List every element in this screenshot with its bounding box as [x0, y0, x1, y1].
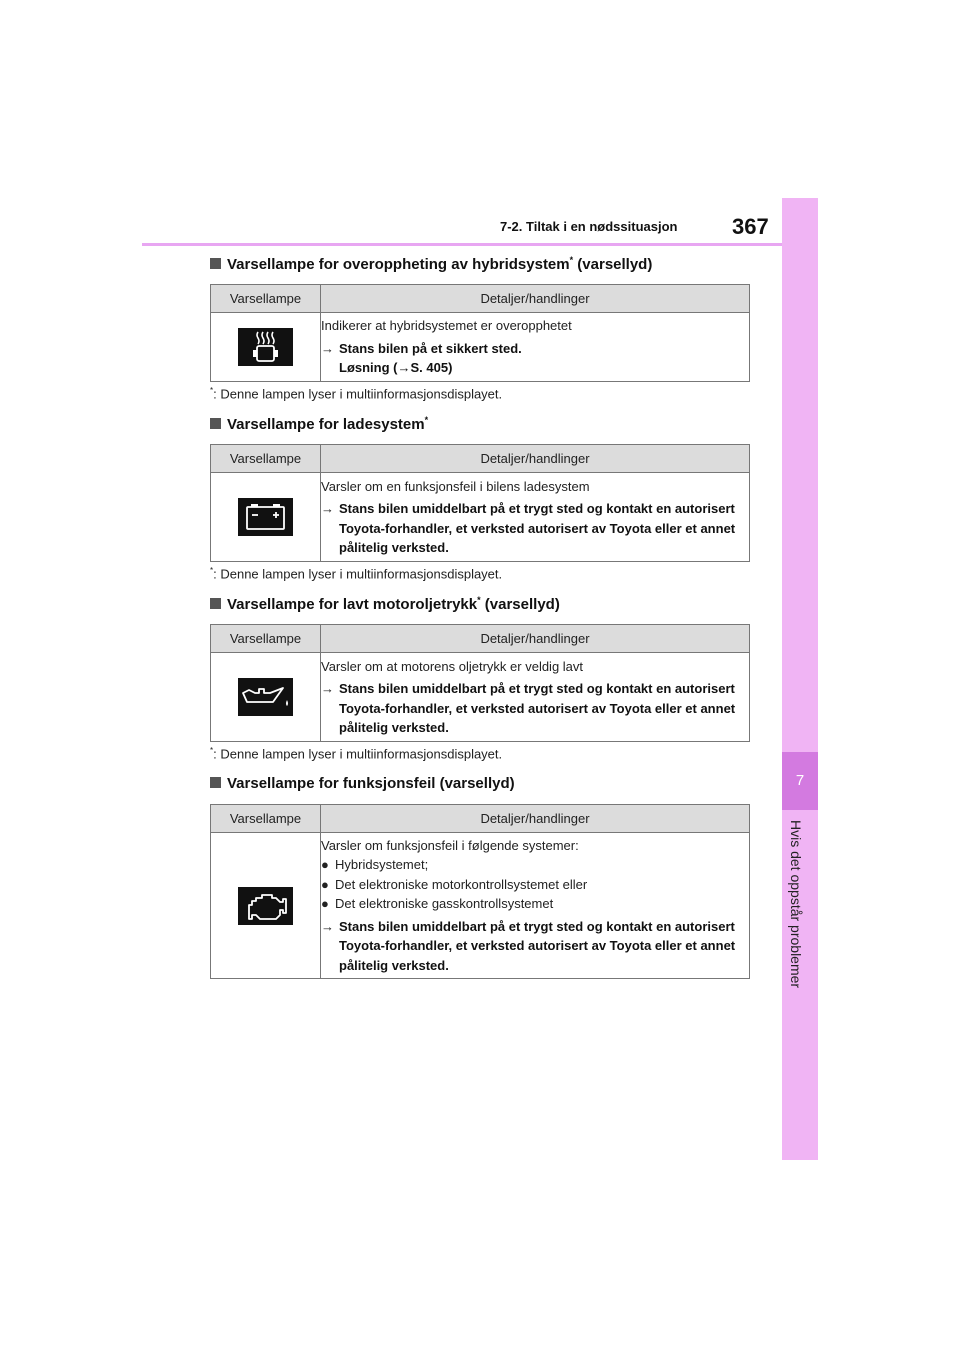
table-header-lamp: Varsellampe [211, 445, 321, 473]
section-label: 7-2. Tiltak i en nødssituasjon [500, 219, 678, 234]
table-header-details: Detaljer/handlinger [321, 445, 750, 473]
section-heading-charging: Varsellampe for ladesystem* [210, 415, 428, 433]
detail-text: Varsler om at motorens oljetrykk er veldig lavt [321, 658, 584, 674]
arrow-right-icon: → [397, 360, 411, 376]
hybrid-overheat-warning-icon [238, 328, 293, 366]
side-chapter-tab [782, 198, 818, 1160]
list-item: Det elektroniske motorkontrollsystemet eller [335, 876, 588, 892]
section-heading-malfunction: Varsellampe for funksjonsfeil (varsellyd) [210, 775, 515, 792]
section-heading-hybrid-overheat: Varsellampe for overoppheting av hybridsystem* (varsellyd) [210, 255, 652, 273]
detail-text: Varsler om funksjonsfeil i følgende systemer: [321, 837, 579, 853]
footnote: *: Denne lampen lyser i multiinformasjonsdisplayet. [210, 386, 503, 402]
oil-pressure-warning-icon [238, 678, 293, 716]
action-text: Stans bilen på et sikkert sted. [339, 340, 522, 356]
square-bullet-icon [210, 598, 221, 609]
action-text: Stans bilen umiddelbart på et trygt sted og kontakt en autorisert Toyota-forhandler, et verksted autorisert av Toyota eller et annet pålitelig verksted. [339, 918, 736, 973]
solution-label: Løsning ( [339, 360, 398, 376]
list-item: Hybridsystemet; [335, 857, 429, 873]
square-bullet-icon [210, 418, 221, 429]
table-header-details: Detaljer/handlinger [321, 625, 750, 653]
detail-text: Varsler om en funksjonsfeil i bilens ladesystem [321, 478, 590, 494]
table-header-lamp: Varsellampe [211, 285, 321, 313]
detail-text: Indikerer at hybridsystemet er overopphetet [321, 318, 572, 334]
table-header-lamp: Varsellampe [211, 805, 321, 833]
warning-table-malfunction [210, 804, 750, 979]
chapter-number: 7 [795, 772, 805, 789]
warning-table-charging [210, 444, 750, 562]
table-header-lamp: Varsellampe [211, 625, 321, 653]
bullet-dot-icon: ● [321, 876, 329, 892]
check-engine-warning-icon [238, 887, 293, 925]
square-bullet-icon [210, 777, 221, 788]
table-header-details: Detaljer/handlinger [321, 805, 750, 833]
arrow-right-icon: → [321, 501, 334, 516]
arrow-right-icon: → [321, 340, 334, 356]
footnote: *: Denne lampen lyser i multiinformasjonsdisplayet. [210, 566, 503, 582]
bullet-dot-icon: ● [321, 896, 329, 912]
warning-table-hybrid-overheat [210, 284, 750, 382]
chapter-title: Hvis det oppstår problemer [788, 820, 804, 989]
list-item: Det elektroniske gasskontrollsystemet [335, 896, 554, 912]
header-rule [142, 243, 782, 246]
warning-table-oil-pressure [210, 624, 750, 742]
arrow-right-icon: → [321, 681, 334, 696]
battery-charge-warning-icon [238, 498, 293, 536]
page-reference-link[interactable]: S. 405) [410, 360, 453, 376]
action-text: Stans bilen umiddelbart på et trygt sted og kontakt en autorisert Toyota-forhandler, et verksted autorisert av Toyota eller et annet pålitelig verksted. [339, 501, 736, 555]
action-text: Stans bilen umiddelbart på et trygt sted og kontakt en autorisert Toyota-forhandler, et verksted autorisert av Toyota eller et annet pålitelig verksted. [339, 681, 736, 735]
arrow-right-icon: → [321, 918, 334, 934]
footnote: *: Denne lampen lyser i multiinformasjonsdisplayet. [210, 746, 503, 762]
square-bullet-icon [210, 258, 221, 269]
bullet-dot-icon: ● [321, 857, 329, 873]
section-heading-oil-pressure: Varsellampe for lavt motoroljetrykk* (varsellyd) [210, 595, 560, 613]
table-header-details: Detaljer/handlinger [321, 285, 750, 313]
page-number: 367 [732, 214, 769, 239]
